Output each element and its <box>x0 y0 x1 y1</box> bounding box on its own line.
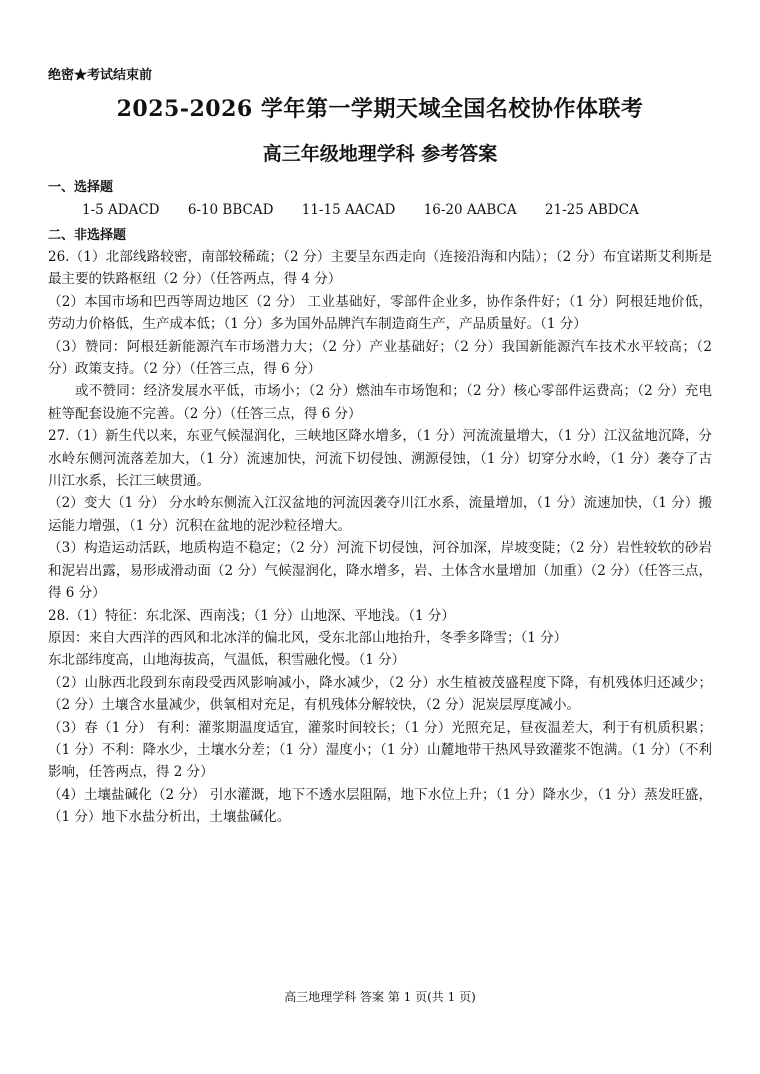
section-choice-heading: 一、选择题 <box>48 180 114 195</box>
section-nonchoice-heading: 二、非选择题 <box>48 228 127 243</box>
choice-answers <box>82 202 663 218</box>
answer-paragraph: 27.（1）新生代以来，东亚气候湿润化，三峡地区降水增多，（1 分）河流流量增大，（1 分）江汉盆地沉降，分水岭东侧河流落差加大，（1 分）流速加快，河流下切侵蚀、溯源侵蚀，（1 分）切穿分水岭，（1 分）袭夺了古川江水系，长江三峡贯通。 <box>48 428 712 490</box>
exam-subtitle: 高三年级地理学科 参考答案 <box>262 143 498 165</box>
answer-group: 11-15 AACAD <box>301 202 396 218</box>
confidential-mark: 绝密★考试结束前 <box>48 68 153 83</box>
exam-title: 2025-2026 学年第一学期天域全国名校协作体联考 <box>116 96 644 122</box>
answer-group: 21-25 ABDCA <box>544 202 639 218</box>
answer-group: 6-10 BBCAD <box>187 202 274 218</box>
answer-paragraph: （3）构造运动活跃，地质构造不稳定；（2 分）河流下切侵蚀，河谷加深，岸坡变陡；（2 分）岩性较软的砂岩和泥岩出露，易形成滑动面（2 分）气候湿润化，降水增多，岩、土体含水量增加（加重）（2 分）（任答三点，得 6 分） <box>48 540 712 602</box>
answer-group: 16-20 AABCA <box>423 202 517 218</box>
answer-paragraph: 28.（1）特征：东北深、西南浅；（1 分）山地深、平地浅。（1 分） <box>48 607 455 624</box>
answer-paragraph: （3）春（1 分） 有利：灌浆期温度适宜，灌浆时间较长；（1 分）光照充足，昼夜温差大，利于有机质积累；（1 分）不利：降水少，土壤水分差；（1 分）湿度小；（1 分）山麓地带干热风导致灌浆不饱满。（1 分）（不利影响，任答两点，得 2 分） <box>48 719 712 781</box>
answer-paragraph: （2）山脉西北段到东南段受西风影响减小，降水减少，（2 分）水生植被茂盛程度下降，有机残体归还减少；（2 分）土壤含水量减少，供氧相对充足，有机残体分解较快，（2 分）泥炭层厚度减小。 <box>48 674 712 714</box>
answer-paragraph: 原因：来自大西洋的西风和北冰洋的偏北风，受东北部山地抬升，冬季多降雪；（1 分） <box>48 629 568 646</box>
answer-paragraph: （2）变大（1 分） 分水岭东侧流入江汉盆地的河流因袭夺川江水系，流量增加，（1 分）流速加快，（1 分）搬运能力增强，（1 分）沉积在盆地的泥沙粒径增大。 <box>48 495 712 534</box>
answer-group: 1-5 ADACD <box>82 202 160 218</box>
answer-paragraph: 或不赞同：经济发展水平低，市场小；（2 分）燃油车市场饱和；（2 分）核心零部件运费高；（2 分）充电桩等配套设施不完善。（2 分）（任答三点，得 6 分） <box>48 383 712 422</box>
answer-paragraph: （2）本国市场和巴西等周边地区（2 分） 工业基础好，零部件企业多，协作条件好；（1 分）阿根廷地价低，劳动力价格低，生产成本低；（1 分）多为国外品牌汽车制造商生产，产品质量好。（1 分） <box>48 293 712 333</box>
page-footer: 高三地理学科 答案 第 1 页(共 1 页) <box>284 990 476 1004</box>
answer-paragraph: 26.（1）北部线路较密，南部较稀疏；（2 分）主要呈东西走向（连接沿海和内陆）；（2 分）布宜诺斯艾利斯是最主要的铁路枢纽（2 分）（任答两点，得 4 分） <box>48 249 712 288</box>
answer-paragraph: （3）赞同：阿根廷新能源汽车市场潜力大；（2 分）产业基础好；（2 分）我国新能源汽车技术水平较高；（2 分）政策支持。（2 分）（任答三点，得 6 分） <box>48 338 712 378</box>
answer-paragraph: （4）土壤盐碱化（2 分） 引水灌溉，地下不透水层阻隔，地下水位上升；（1 分）降水少，（1 分）蒸发旺盛，（1 分）地下水盐分析出，土壤盐碱化。 <box>48 786 712 826</box>
answer-body <box>48 246 712 829</box>
answer-paragraph: 东北部纬度高，山地海拔高，气温低，积雪融化慢。（1 分） <box>48 652 406 669</box>
